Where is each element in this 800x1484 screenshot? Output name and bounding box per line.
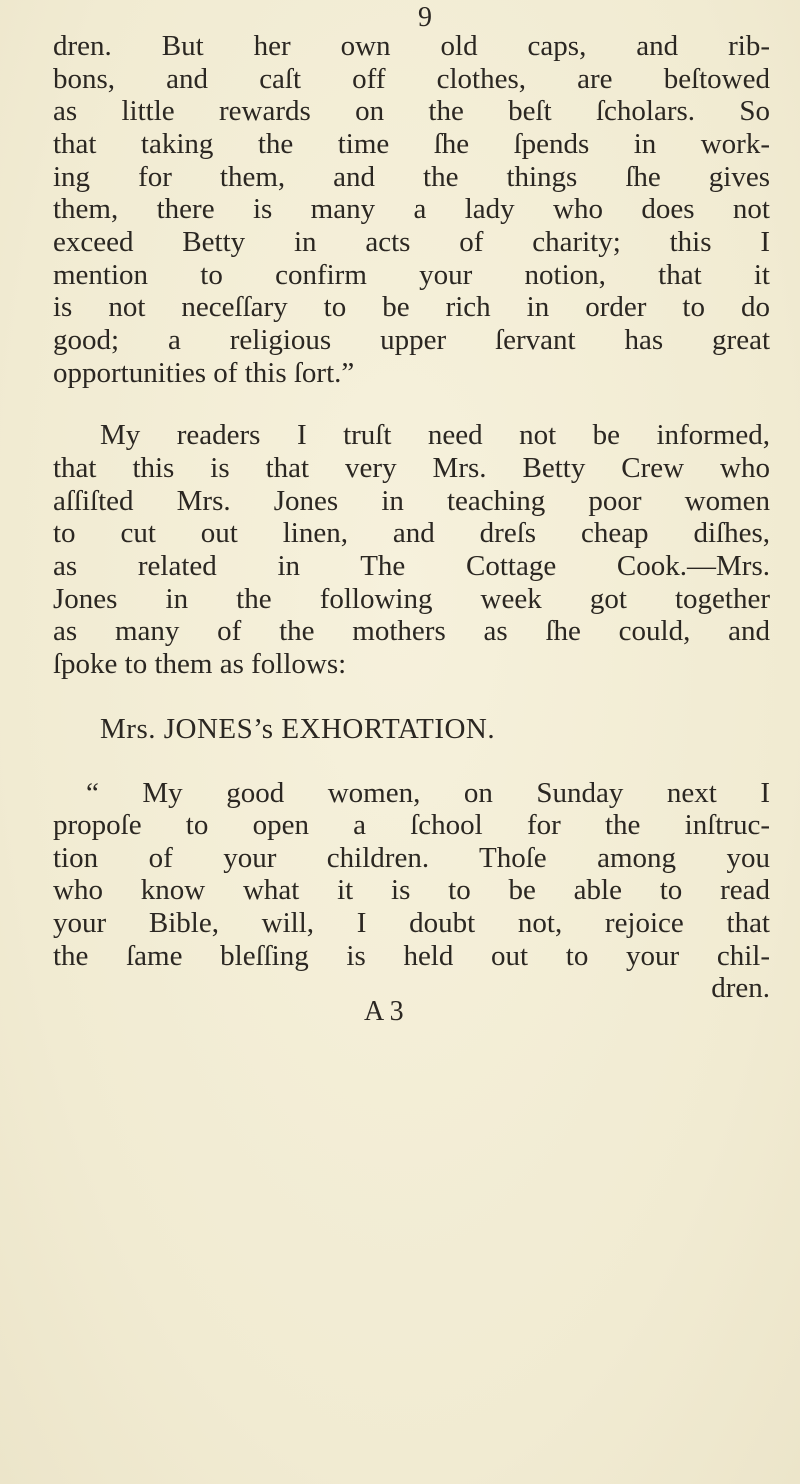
text-line: as many of the mothers as ſhe could, and — [53, 615, 770, 647]
text-line: that taking the time ſhe ſpends in work- — [53, 128, 770, 160]
text-line: exceed Betty in acts of charity; this I — [53, 226, 770, 258]
text-line: dren. But her own old caps, and rib- — [53, 30, 770, 62]
text-line: “ My good women, on Sunday next I — [86, 777, 770, 809]
text-line: tion of your children. Thoſe among you — [53, 842, 770, 874]
text-line: opportunities of this ſort.” — [53, 357, 355, 389]
page-number: 9 — [418, 2, 432, 33]
text-line: mention to confirm your notion, that it — [53, 259, 770, 291]
text-line: ſpoke to them as follows: — [53, 648, 347, 680]
text-line: ing for them, and the things ſhe gives — [53, 161, 770, 193]
text-line: them, there is many a lady who does not — [53, 193, 770, 225]
text-line: as related in The Cottage Cook.—Mrs. — [53, 550, 770, 582]
text-line: is not neceſſary to be rich in order to do — [53, 291, 770, 323]
text-line: that this is that very Mrs. Betty Crew who — [53, 452, 770, 484]
text-line: Jones in the following week got together — [53, 583, 770, 615]
text-line: as little rewards on the beſt ſcholars. So — [53, 95, 770, 127]
text-line: the ſame bleſſing is held out to your chil- — [53, 940, 770, 972]
section-heading: Mrs. JONES’s EXHORTATION. — [100, 713, 496, 745]
text-line: to cut out linen, and dreſs cheap diſhes, — [53, 517, 770, 549]
signature-mark: A 3 — [364, 996, 404, 1027]
catchword: dren. — [711, 972, 770, 1004]
text-line: who know what it is to be able to read — [53, 874, 770, 906]
text-line: good; a religious upper ſervant has great — [53, 324, 770, 356]
text-line: aſſiſted Mrs. Jones in teaching poor women — [53, 485, 770, 517]
text-line: propoſe to open a ſchool for the inſtruc- — [53, 809, 770, 841]
text-line: your Bible, will, I doubt not, rejoice that — [53, 907, 770, 939]
text-line: My readers I truſt need not be informed, — [100, 419, 770, 451]
text-line: bons, and caſt off clothes, are beſtowed — [53, 63, 770, 95]
